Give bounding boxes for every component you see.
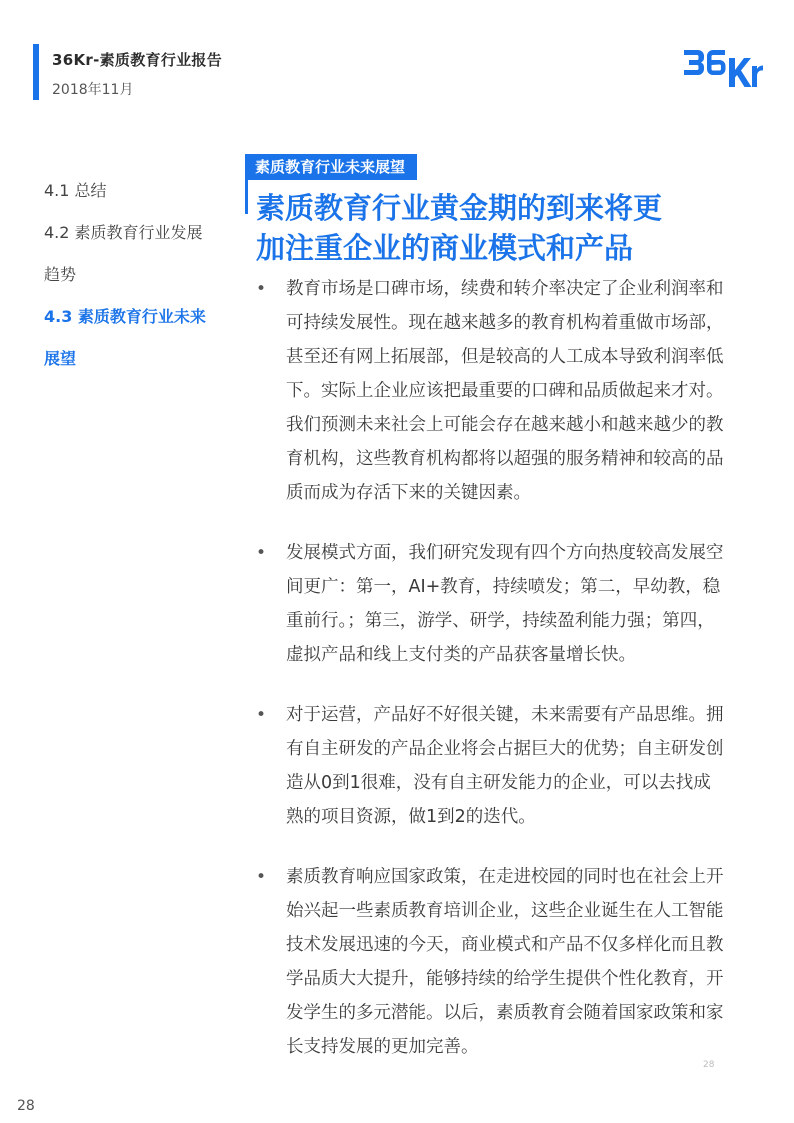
section-tag: 素质教育行业未来展望 bbox=[245, 154, 417, 180]
toc-item-4-2[interactable]: 4.2 素质教育行业发展 bbox=[44, 223, 203, 242]
header-accent-bar bbox=[33, 44, 39, 100]
page-headline bbox=[256, 188, 726, 268]
36kr-logo bbox=[682, 44, 764, 92]
bullet-text: 对于运营，产品好不好很关键，未来需要有产品思维。拥有自主研发的产品企业将会占据巨大的优势；自主研发创造从0到1很难，没有自主研发能力的企业，可以去找成熟的项目资源，做1到2的迭代。 bbox=[286, 705, 724, 827]
section-tag-line bbox=[245, 180, 248, 214]
inner-page-number: 28 bbox=[703, 1060, 715, 1070]
bullet-item bbox=[256, 860, 726, 1064]
report-title: 36Kr-素质教育行业报告 bbox=[52, 51, 223, 69]
bullet-item bbox=[256, 698, 726, 834]
toc-item-4-3-active-cont[interactable]: 展望 bbox=[44, 349, 77, 368]
toc-item-4-1[interactable]: 4.1 总结 bbox=[44, 181, 107, 200]
bullet-text: 素质教育响应国家政策，在走进校园的同时也在社会上开始兴起一些素质教育培训企业，这些企业诞生在人工智能技术发展迅速的今天，商业模式和产品不仅多样化而且教学品质大大提升，能够持续的给学生提供个性化教育，开发学生的多元潜能。以后，素质教育会随着国家政策和家长支持发展的更加完善。 bbox=[286, 867, 724, 1057]
bullet-text: 教育市场是口碑市场，续费和转介率决定了企业利润率和可持续发展性。现在越来越多的教育机构着重做市场部，甚至还有网上拓展部，但是较高的人工成本导致利润率低下。实际上企业应该把最重要的口碑和品质做起来才对。我们预测未来社会上可能会存在越来越小和越来越少的教育机构，这些教育机构都将以超强的服务精神和较高的品质而成为存活下来的关键因素。 bbox=[286, 279, 724, 503]
toc-item-4-3-active[interactable]: 4.3 素质教育行业未来 bbox=[44, 307, 206, 326]
bullet-dot: • bbox=[256, 867, 267, 887]
bullet-dot: • bbox=[256, 543, 267, 563]
headline-line-2: 加注重企业的商业模式和产品 bbox=[256, 231, 634, 265]
report-date: 2018年11月 bbox=[52, 82, 134, 98]
toc-item-4-2-cont[interactable]: 趋势 bbox=[44, 265, 77, 284]
bullet-dot: • bbox=[256, 705, 267, 725]
bullet-item bbox=[256, 536, 726, 672]
bullet-text: 发展模式方面，我们研究发现有四个方向热度较高发展空间更广：第一，AI+教育，持续喷发；第二，早幼教，稳重前行。；第三，游学、研学，持续盈利能力强；第四，虚拟产品和线上支付类的产品获客量增长快。 bbox=[286, 543, 724, 665]
bullet-list bbox=[256, 272, 726, 1090]
bullet-dot: • bbox=[256, 279, 267, 299]
bullet-item bbox=[256, 272, 726, 510]
page-number: 28 bbox=[17, 1098, 35, 1114]
table-of-contents bbox=[44, 170, 234, 380]
headline-line-1: 素质教育行业黄金期的到来将更 bbox=[256, 191, 663, 225]
